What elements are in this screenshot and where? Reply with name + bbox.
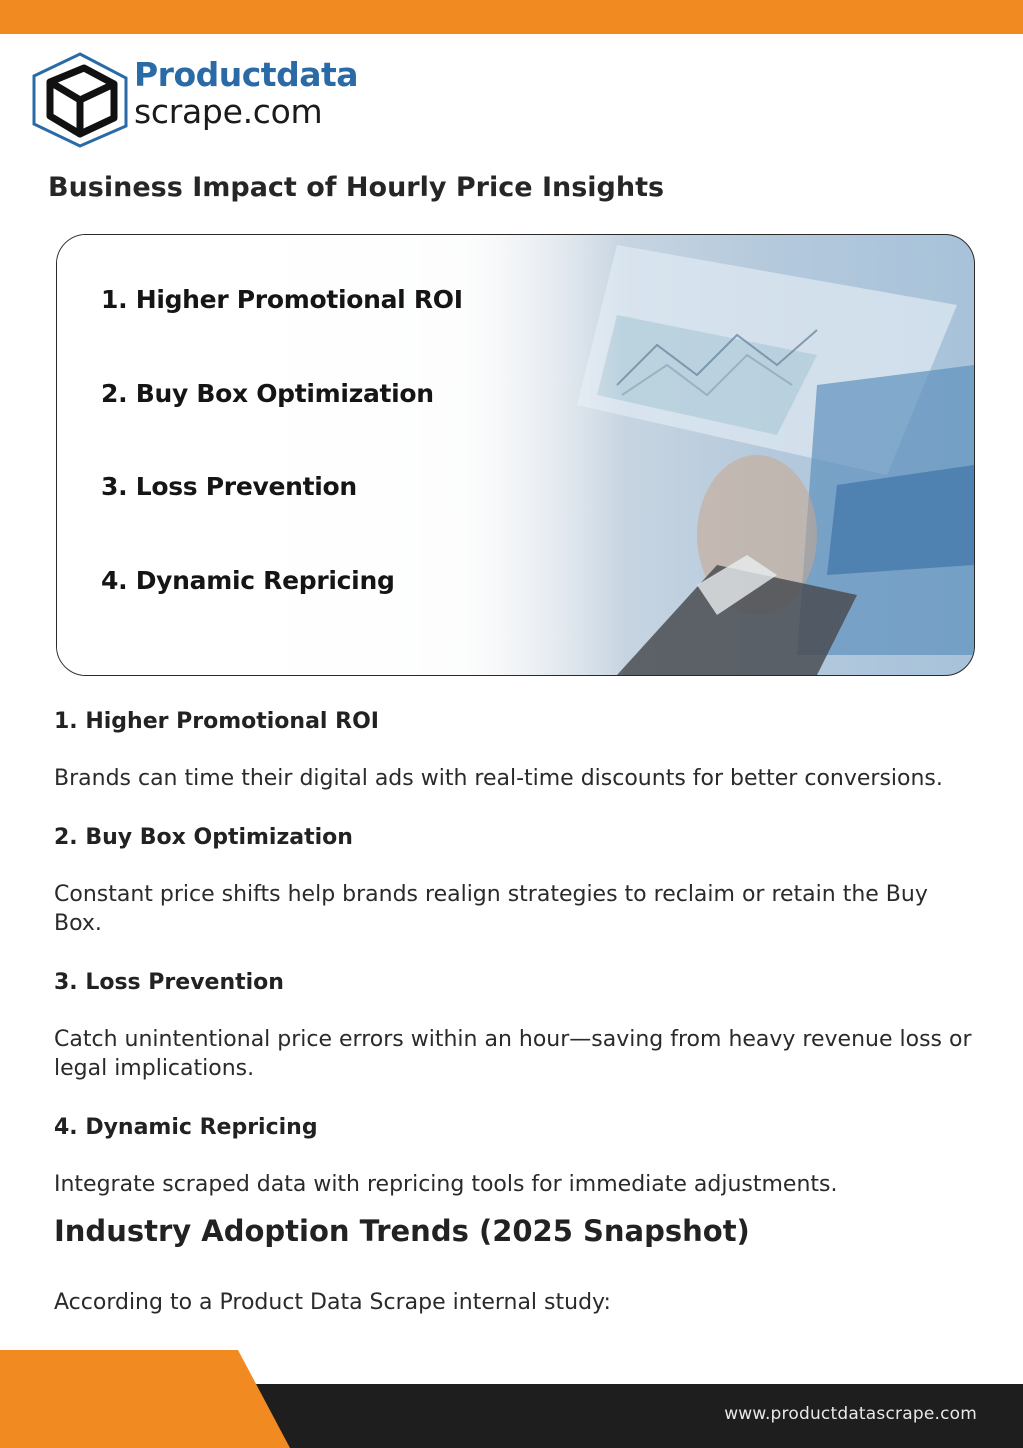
- banner-item: 1. Higher Promotional ROI: [101, 285, 463, 314]
- banner-item: 2. Buy Box Optimization: [101, 378, 434, 408]
- benefit-item: [54, 706, 974, 822]
- brand-logo[interactable]: [28, 48, 388, 148]
- benefit-heading: 3. Loss Prevention: [54, 970, 284, 995]
- benefit-heading: 1. Higher Promotional ROI: [54, 709, 379, 734]
- benefit-item: [54, 967, 974, 1112]
- page-title: Business Impact of Hourly Price Insights: [48, 172, 665, 203]
- intro-text: According to a Product Data Scrape internal study:: [54, 1290, 611, 1315]
- banner-item: 4. Dynamic Repricing: [101, 565, 395, 595]
- footer-orange-shape: [0, 1350, 290, 1448]
- top-accent-bar: [0, 0, 1023, 34]
- banner-item: 3. Loss Prevention: [101, 472, 357, 501]
- benefit-text: Brands can time their digital ads with real-time discounts for better conversions.: [54, 766, 943, 791]
- benefit-item: [54, 1112, 974, 1199]
- benefit-heading: 4. Dynamic Repricing: [54, 1115, 318, 1140]
- brand-name-line2: scrape.com: [134, 92, 323, 131]
- benefit-item: [54, 822, 974, 967]
- banner-list: [101, 285, 463, 659]
- benefit-text: Catch unintentional price errors within an hour—saving from heavy revenue loss or legal implications.: [54, 1027, 972, 1081]
- banner-image: [56, 234, 975, 676]
- section-title: Industry Adoption Trends (2025 Snapshot): [54, 1214, 750, 1248]
- brand-name-line1: Productdata: [134, 55, 359, 94]
- benefits-section: [54, 706, 974, 1199]
- benefit-text: Constant price shifts help brands realign strategies to reclaim or retain the Buy Box.: [54, 882, 928, 936]
- benefit-heading: 2. Buy Box Optimization: [54, 825, 353, 850]
- footer-website-link[interactable]: www.productdatascrape.com: [724, 1404, 977, 1424]
- footer: [0, 1350, 1023, 1448]
- cube-icon: [28, 48, 132, 148]
- benefit-text: Integrate scraped data with repricing tools for immediate adjustments.: [54, 1172, 838, 1197]
